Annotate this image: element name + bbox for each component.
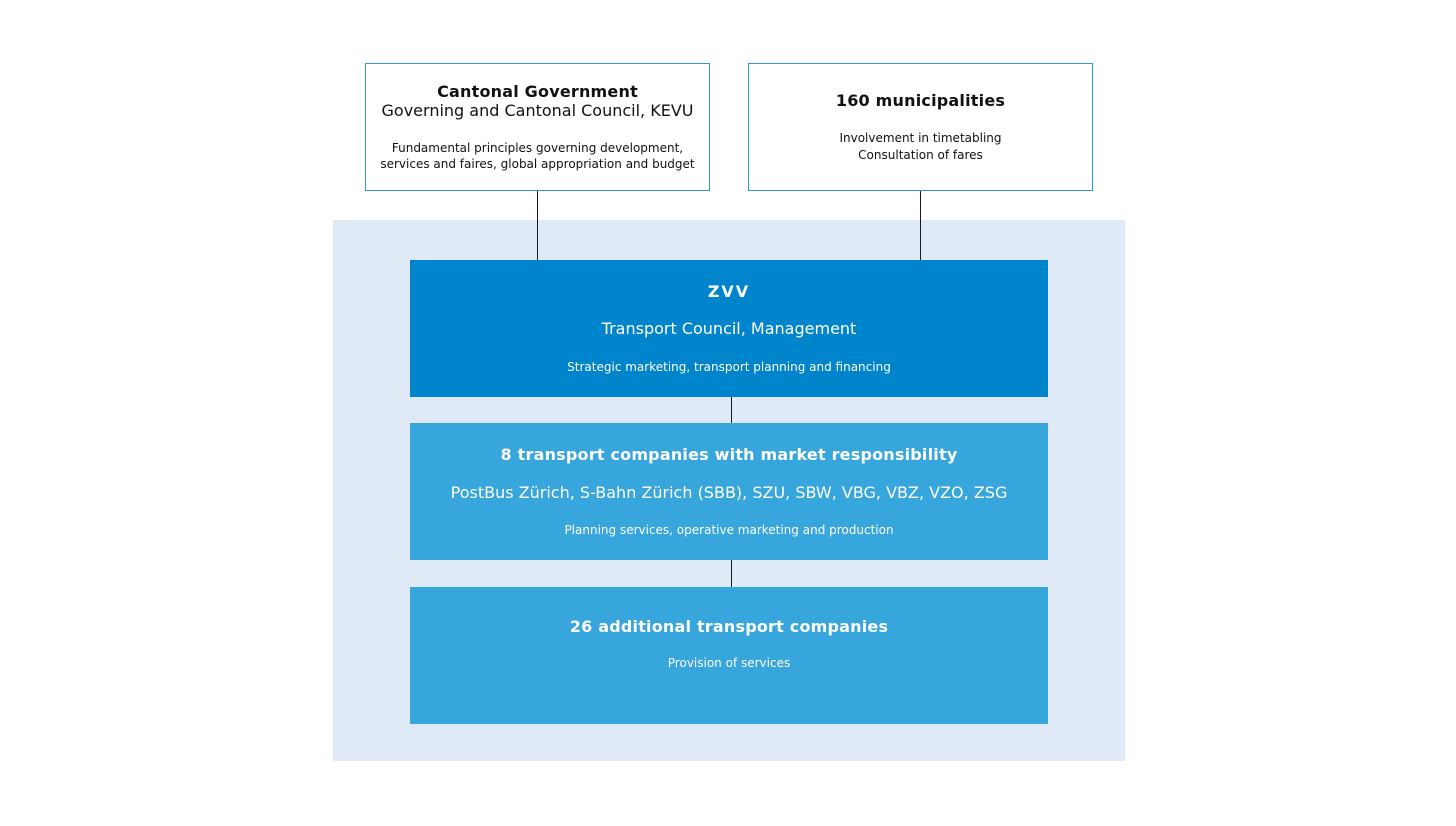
market-companies-box <box>410 423 1048 560</box>
cantonal-government-subtitle: Governing and Cantonal Council, KEVU <box>381 101 694 120</box>
connector-market-additional-companies <box>731 560 732 587</box>
zvv-box <box>410 260 1048 397</box>
connector-canton-zvv <box>537 191 538 260</box>
additional-companies-title: 26 additional transport companies <box>569 617 889 636</box>
connector-municipalities-zvv <box>920 191 921 260</box>
zvv-title: ZVV <box>707 282 751 301</box>
cantonal-government-box <box>365 63 710 191</box>
zvv-desc: Strategic marketing, transport planning and financing <box>567 360 891 374</box>
cantonal-government-desc-line1: Fundamental principles governing development, <box>391 141 684 155</box>
cantonal-government-desc-line2: services and faires, global appropriation and budget <box>380 157 695 171</box>
additional-companies-desc: Provision of services <box>667 656 791 670</box>
market-companies-subtitle: PostBus Zürich, S-Bahn Zürich (SBB), SZU, SBW, VBG, VBZ, VZO, ZSG <box>450 483 1008 502</box>
municipalities-box <box>748 63 1093 191</box>
municipalities-desc-line2: Consultation of fares <box>858 148 983 162</box>
cantonal-government-title: Cantonal Government <box>437 82 638 101</box>
municipalities-title: 160 municipalities <box>835 91 1006 110</box>
zvv-subtitle: Transport Council, Management <box>601 319 857 338</box>
additional-companies-box <box>410 587 1048 724</box>
municipalities-desc-line1: Involvement in timetabling <box>839 131 1002 145</box>
market-companies-desc: Planning services, operative marketing and production <box>564 523 894 537</box>
connector-zvv-market-companies <box>731 397 732 423</box>
market-companies-title: 8 transport companies with market responsibility <box>500 445 958 464</box>
